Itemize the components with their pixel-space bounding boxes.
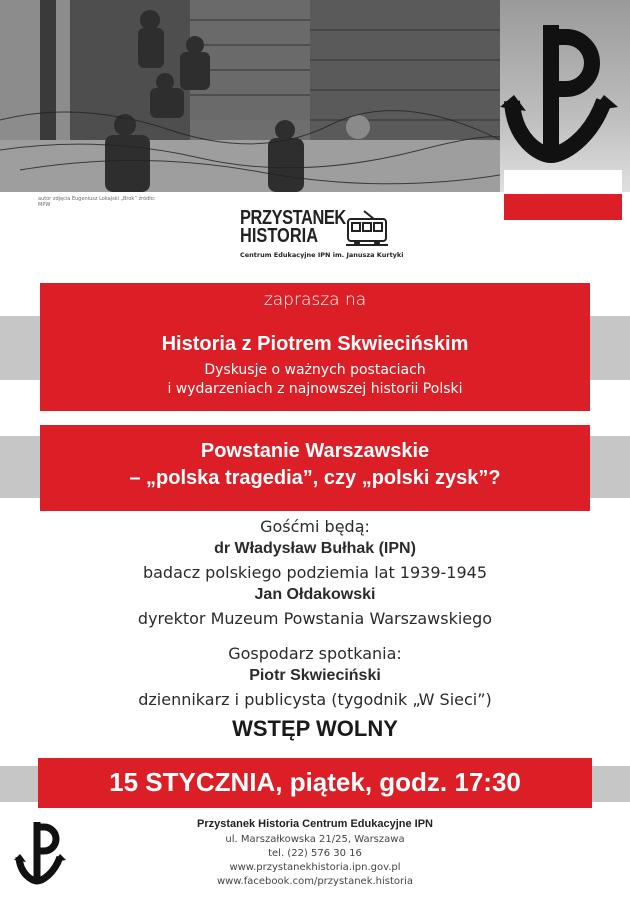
guest1-name: dr Władysław Bułhak (IPN) — [214, 540, 416, 557]
footer-facebook[interactable]: www.facebook.com/przystanek.historia — [216, 876, 414, 887]
logo-subtitle: Centrum Edukacyjne IPN im. Janusza Kurtyki — [240, 251, 404, 259]
photo-credit: autor zdjęcia Eugeniusz Lokajski „Brok” źródło: MPW — [38, 196, 156, 208]
guest1-role: badacz polskiego podziemia lat 1939-1945 — [142, 563, 488, 582]
tram-icon — [344, 209, 390, 249]
photo-illustration — [0, 0, 500, 192]
footer-org: Przystanek Historia Centrum Edukacyjne IPN — [197, 818, 433, 830]
series-desc-1: Dyskusje o ważnych postaciach — [204, 362, 426, 378]
logo-line1: PRZYSTANEK — [240, 207, 346, 229]
flag-white-stripe — [504, 170, 622, 194]
footer-website[interactable]: www.przystanekhistoria.ipn.gov.pl — [229, 862, 401, 873]
guest2-name: Jan Ołdakowski — [254, 586, 376, 603]
kotwica-anchor-icon — [500, 15, 618, 167]
logo-line2: HISTORIA — [240, 225, 319, 247]
invite-zaprasza: zaprasza na — [263, 290, 367, 310]
topic-line1: Powstanie Warszawskie — [200, 440, 430, 462]
series-title: Historia z Piotrem Skwiecińskim — [161, 333, 469, 355]
series-desc-2: i wydarzeniach z najnowszej historii Polski — [167, 381, 463, 397]
footer-address: ul. Marszałkowska 21/25, Warszawa — [225, 834, 405, 845]
guest2-role: dyrektor Muzeum Powstania Warszawskiego — [137, 609, 493, 628]
przystanek-historia-logo — [240, 207, 404, 265]
host-heading: Gospodarz spotkania: — [228, 644, 402, 663]
guests-heading: Gośćmi będą: — [260, 517, 370, 536]
date-line: 15 STYCZNIA, piątek, godz. 17:30 — [109, 767, 521, 797]
footer-phone: tel. (22) 576 30 16 — [268, 848, 362, 859]
flag-red-stripe — [504, 194, 622, 220]
header-photo — [0, 0, 500, 192]
entry-free: WSTĘP WOLNY — [232, 716, 398, 741]
topic-line2: – „polska tragedia”, czy „polski zysk”? — [129, 467, 501, 489]
host-role: dziennikarz i publicysta (tygodnik „W Sieci”) — [138, 690, 492, 709]
host-name: Piotr Skwieciński — [249, 667, 381, 684]
